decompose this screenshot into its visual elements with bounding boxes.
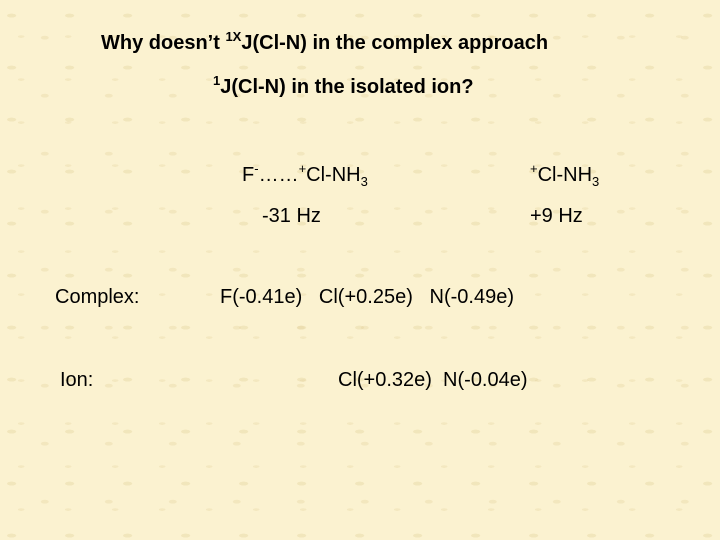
complex-header-f-charge: - — [254, 161, 259, 176]
complex-header-subscript: 3 — [360, 174, 368, 189]
ion-header-formula: Cl-NH — [537, 164, 593, 186]
slide-title-line-1 — [101, 31, 548, 57]
complex-row-label: Complex: — [55, 286, 140, 308]
complex-coupling-value: -31 Hz — [262, 205, 321, 227]
ion-header-charge: + — [530, 161, 538, 176]
complex-header-f: F — [242, 164, 255, 186]
title-line-2-superscript: 1 — [213, 73, 221, 88]
ion-header-subscript: 3 — [592, 174, 600, 189]
complex-header-dots: …… — [258, 164, 299, 186]
title-line-1-post: J(Cl-N) in the complex approach — [241, 32, 549, 54]
title-line-1-superscript: 1X — [225, 29, 242, 44]
complex-header-formula: Cl-NH — [306, 164, 361, 186]
ion-row-charges: Cl(+0.32e) N(-0.04e) — [338, 369, 528, 391]
title-line-1-pre: Why doesn’t — [101, 32, 226, 54]
complex-column-header — [242, 163, 368, 189]
ion-row-label: Ion: — [60, 369, 94, 391]
title-line-2-post: J(Cl-N) in the isolated ion? — [220, 76, 474, 98]
ion-column-header — [530, 163, 599, 189]
complex-header-cl-charge: + — [298, 161, 307, 176]
ion-coupling-value: +9 Hz — [530, 205, 583, 227]
complex-row-charges: F(-0.41e) Cl(+0.25e) N(-0.49e) — [220, 286, 514, 308]
slide-title-line-2 — [213, 75, 474, 101]
